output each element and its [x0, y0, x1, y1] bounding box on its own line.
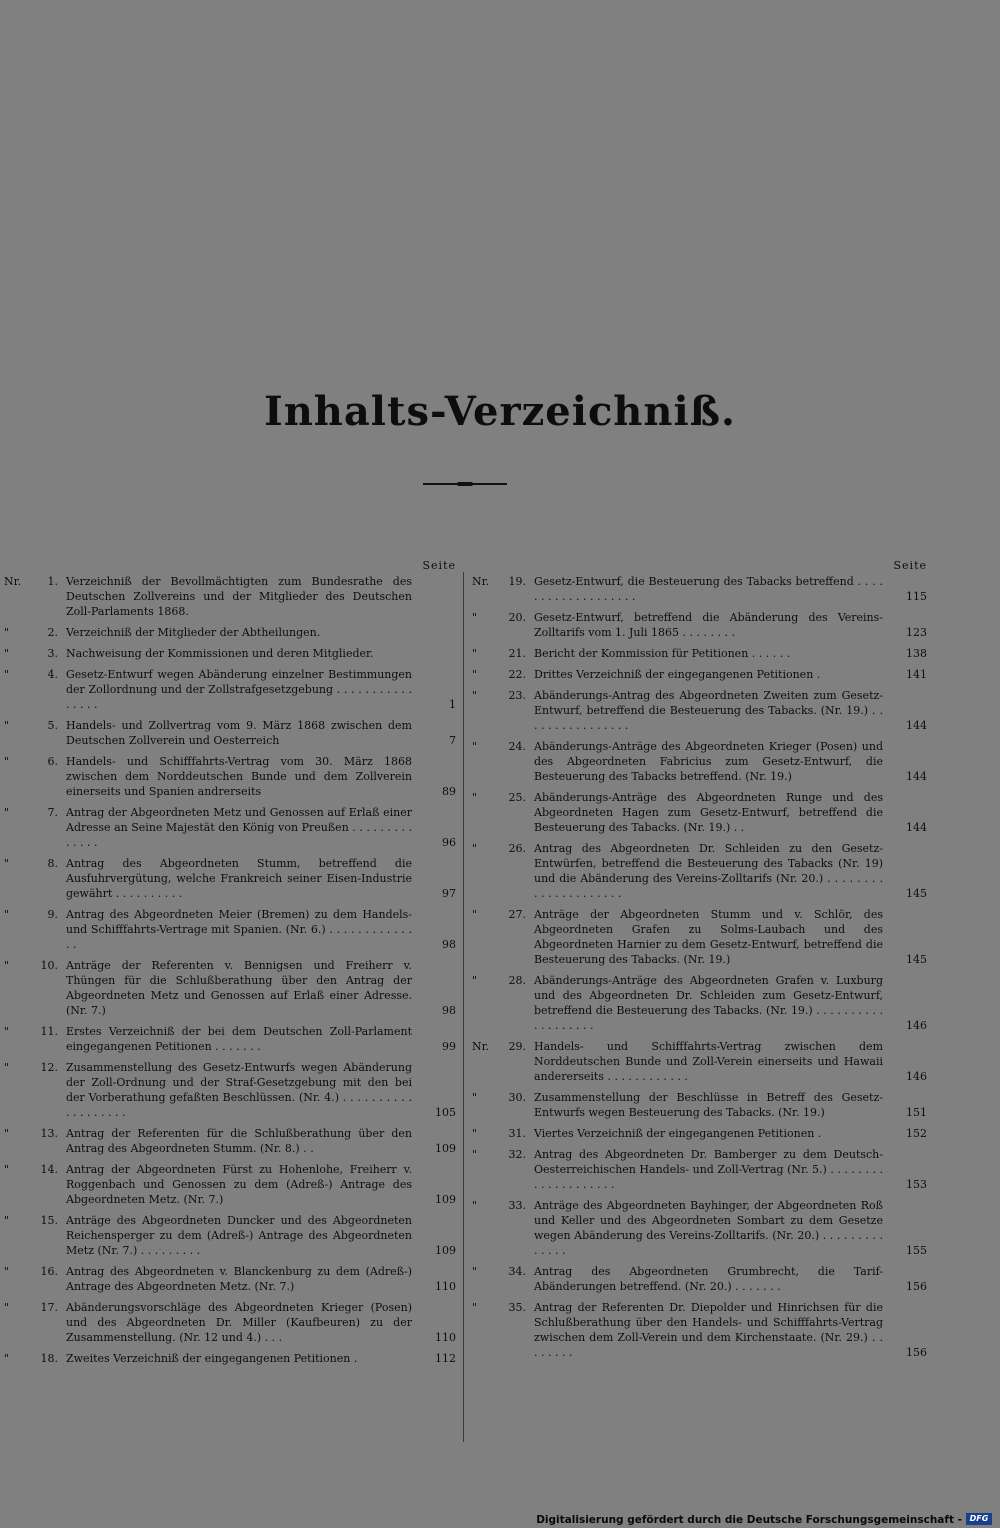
entry-page: 123: [906, 626, 927, 639]
entry-title: Anträge des Abgeordneten Bayhinger, der Abgeordneten Roß und Keller und des Abgeordneten Sombart zu dem Gesetze wegen Abänderung des Vereins-Zolltarifs. (Nr. 20.) . . . . . . . . . . . . . .: [534, 1199, 883, 1257]
entry-title: Antrag des Abgeordneten v. Blanckenburg zu dem (Adreß-) Antrage des Abgeordneten Metz. (Nr. 7.): [66, 1265, 412, 1293]
entry-page: 96: [442, 836, 456, 849]
entry-number: 27.: [508, 908, 526, 921]
toc-entry: [4, 1024, 456, 1054]
toc-entry: [472, 1300, 927, 1360]
entry-number: 14.: [40, 1163, 58, 1176]
entry-page: 89: [442, 785, 456, 798]
entry-prefix: ": [4, 1214, 10, 1227]
toc-entry: [4, 646, 456, 661]
toc-entry: [4, 1162, 456, 1207]
toc-entry: [472, 1198, 927, 1258]
page-column-header: Seite: [422, 559, 456, 572]
entry-number: 20.: [508, 611, 526, 624]
entry-prefix: ": [472, 791, 478, 804]
entry-page: 109: [435, 1244, 456, 1257]
entry-page: 115: [906, 590, 927, 603]
entry-page: 155: [906, 1244, 927, 1257]
entry-number: 13.: [40, 1127, 58, 1140]
entry-page: 145: [906, 953, 927, 966]
entry-number: 12.: [40, 1061, 58, 1074]
entry-prefix: ": [472, 974, 478, 987]
toc-left-column: [4, 558, 456, 1366]
toc-entry: [4, 1300, 456, 1345]
dfg-logo: DFG: [966, 1513, 992, 1525]
entry-title: Abänderungs-Antrag des Abgeordneten Zweiten zum Gesetz-Entwurf, betreffend die Besteuerung des Tabacks. (Nr. 19.) . . . . . . . . . . . . . . . .: [534, 689, 883, 732]
footer-credit: Digitalisierung gefördert durch die Deutsche Forschungsgemeinschaft -: [536, 1514, 962, 1526]
entry-title: Abänderungs-Anträge des Abgeordneten Runge und des Abgeordneten Hagen zum Gesetz-Entwurf, betreffend die Besteuerung des Tabacks. (Nr. 19.) . .: [534, 791, 883, 834]
entry-page: 99: [442, 1040, 456, 1053]
entry-number: 10.: [40, 959, 58, 972]
entry-number: 7.: [47, 806, 58, 819]
entry-title: Anträge der Referenten v. Bennigsen und Freiherr v. Thüngen für die Schlußberathung über den Antrag der Abgeordneten Metz und Genossen auf Erlaß einer Adresse. (Nr. 7.): [66, 959, 412, 1017]
entry-title: Antrag des Abgeordneten Meier (Bremen) zu dem Handels- und Schifffahrts-Vertrage mit Spanien. (Nr. 6.) . . . . . . . . . . . . . .: [66, 908, 412, 951]
entry-page: 109: [435, 1142, 456, 1155]
entry-title: Verzeichniß der Bevollmächtigten zum Bundesrathe des Deutschen Zollvereins und der Mitglieder des Deutschen Zoll-Parlaments 1868.: [66, 575, 412, 618]
entry-title: Viertes Verzeichniß der eingegangenen Petitionen .: [534, 1127, 822, 1140]
toc-entry: [4, 958, 456, 1018]
entry-number: 2.: [47, 626, 58, 639]
entry-prefix: ": [4, 1265, 10, 1278]
toc-entry: [472, 1147, 927, 1192]
toc-entry: [472, 907, 927, 967]
entry-page: 153: [906, 1178, 927, 1191]
entry-title: Zusammenstellung der Beschlüsse in Betreff des Gesetz-Entwurfs wegen Besteuerung des Tabacks. (Nr. 19.): [534, 1091, 883, 1119]
entry-title: Antrag des Abgeordneten Dr. Schleiden zu den Gesetz-Entwürfen, betreffend die Besteuerung des Tabacks (Nr. 19) und die Abänderung des Vereins-Zolltarifs (Nr. 20.) . . . . . . . . . . . . . . . . . . . . .: [534, 842, 883, 900]
entry-prefix: ": [4, 668, 10, 681]
entry-number: 25.: [508, 791, 526, 804]
toc-entry: [472, 841, 927, 901]
entry-page: 138: [906, 647, 927, 660]
entry-page: 152: [906, 1127, 927, 1140]
toc-entry: [4, 574, 456, 619]
entry-number: 31.: [508, 1127, 526, 1140]
toc-entry: [4, 1351, 456, 1366]
entry-title: Antrag des Abgeordneten Grumbrecht, die Tarif-Abänderungen betreffend. (Nr. 20.) . . . . . . .: [534, 1265, 883, 1293]
entry-prefix: Nr.: [472, 1040, 490, 1053]
toc-entry: [472, 574, 927, 604]
entry-page: 110: [435, 1331, 456, 1344]
entry-title: Gesetz-Entwurf, betreffend die Abänderung des Vereins-Zolltarifs vom 1. Juli 1865 . . . . . . . .: [534, 611, 883, 639]
toc-entry: [472, 1126, 927, 1141]
toc-entry: [4, 1264, 456, 1294]
entry-page: 109: [435, 1193, 456, 1206]
entry-number: 28.: [508, 974, 526, 987]
entry-page: 144: [906, 719, 927, 732]
entry-number: 35.: [508, 1301, 526, 1314]
toc-entry: [472, 667, 927, 682]
column-divider: [463, 572, 464, 1442]
entry-prefix: ": [472, 842, 478, 855]
toc-entry: [472, 790, 927, 835]
toc-entry: [4, 718, 456, 748]
entry-title: Anträge der Abgeordneten Stumm und v. Schlör, des Abgeordneten Grafen zu Solms-Laubach und des Abgeordneten Harnier zu dem Gesetz-Entwurf, betreffend die Besteuerung des Tabacks. (Nr. 19.): [534, 908, 883, 966]
entry-number: 5.: [47, 719, 58, 732]
entry-number: 8.: [47, 857, 58, 870]
entry-prefix: ": [4, 1163, 10, 1176]
toc-entry: [4, 1213, 456, 1258]
entry-prefix: ": [472, 1301, 478, 1314]
entry-title: Antrag der Abgeordneten Metz und Genossen auf Erlaß einer Adresse an Seine Majestät den König von Preußen . . . . . . . . . . . . . .: [66, 806, 412, 849]
entry-page: 144: [906, 770, 927, 783]
entry-number: 6.: [47, 755, 58, 768]
entry-prefix: ": [4, 908, 10, 921]
entry-number: 1.: [47, 575, 58, 588]
toc-entry: [4, 1060, 456, 1120]
entry-page: 98: [442, 938, 456, 951]
entry-prefix: ": [4, 1352, 10, 1365]
entry-prefix: ": [472, 611, 478, 624]
entry-title: Abänderungs-Anträge des Abgeordneten Krieger (Posen) und des Abgeordneten Fabricius zum Gesetz-Entwurf, die Besteuerung des Tabacks betreffend. (Nr. 19.): [534, 740, 883, 783]
entry-title: Nachweisung der Kommissionen und deren Mitglieder.: [66, 647, 374, 660]
entry-title: Handels- und Schifffahrts-Vertrag zwischen dem Norddeutschen Bunde und Zoll-Verein einerseits und Hawaii andererseits . . . . . . . . . . . .: [534, 1040, 883, 1083]
entry-prefix: ": [472, 1127, 478, 1140]
entry-page: 151: [906, 1106, 927, 1119]
entry-title: Abänderungsvorschläge des Abgeordneten Krieger (Posen) und des Abgeordneten Dr. Miller (Kaufbeuren) zu der Zusammenstellung. (Nr. 12 und 4.) . . .: [66, 1301, 412, 1344]
page-column-header: Seite: [893, 559, 927, 572]
toc-entry: [4, 1126, 456, 1156]
entry-title: Anträge des Abgeordneten Duncker und des Abgeordneten Reichensperger zu dem (Adreß-) Antrage des Abgeordneten Metz (Nr. 7.) . . . . . . . . .: [66, 1214, 412, 1257]
entry-title: Antrag des Abgeordneten Stumm, betreffend die Ausfuhrvergütung, welche Frankreich seiner Eisen-Industrie gewährt . . . . . . . . . .: [66, 857, 412, 900]
entry-prefix: ": [472, 647, 478, 660]
entry-number: 24.: [508, 740, 526, 753]
toc-entry: [4, 625, 456, 640]
toc-entry: [472, 1090, 927, 1120]
toc-entry: [4, 856, 456, 901]
entry-prefix: ": [472, 1265, 478, 1278]
entry-title: Bericht der Kommission für Petitionen . . . . . .: [534, 647, 791, 660]
entry-number: 9.: [47, 908, 58, 921]
toc-entry: [4, 754, 456, 799]
entry-number: 4.: [47, 668, 58, 681]
entry-number: 3.: [47, 647, 58, 660]
entry-title: Antrag der Referenten Dr. Diepolder und Hinrichsen für die Schlußberathung über den Handels- und Schifffahrts-Vertrag zwischen dem Zoll-Verein und dem Kirchenstaate. (Nr. 29.) . . . . . . . .: [534, 1301, 883, 1359]
toc-entry: [472, 973, 927, 1033]
entry-number: 11.: [40, 1025, 58, 1038]
entry-prefix: Nr.: [472, 575, 490, 588]
entry-number: 26.: [508, 842, 526, 855]
entry-prefix: ": [472, 1199, 478, 1212]
entry-title: Erstes Verzeichniß der bei dem Deutschen Zoll-Parlament eingegangenen Petitionen . . . . . . .: [66, 1025, 412, 1053]
entry-prefix: ": [472, 668, 478, 681]
entry-prefix: ": [4, 719, 10, 732]
entry-number: 22.: [508, 668, 526, 681]
entry-page: 7: [449, 734, 456, 747]
entry-prefix: ": [4, 1025, 10, 1038]
entry-page: 156: [906, 1346, 927, 1359]
entry-prefix: ": [4, 755, 10, 768]
entry-prefix: ": [4, 1127, 10, 1140]
toc-entry: [4, 907, 456, 952]
entry-title: Verzeichniß der Mitglieder der Abtheilungen.: [66, 626, 321, 639]
entry-number: 33.: [508, 1199, 526, 1212]
entry-prefix: ": [4, 806, 10, 819]
toc-entry: [4, 667, 456, 712]
entry-page: 144: [906, 821, 927, 834]
entry-title: Handels- und Zollvertrag vom 9. März 1868 zwischen dem Deutschen Zollverein und Oesterreich: [66, 719, 412, 747]
toc-right-column: [472, 558, 927, 1360]
entry-prefix: ": [472, 740, 478, 753]
entry-number: 34.: [508, 1265, 526, 1278]
entry-number: 17.: [40, 1301, 58, 1314]
entry-prefix: ": [4, 647, 10, 660]
entry-prefix: ": [4, 626, 10, 639]
entry-page: 141: [906, 668, 927, 681]
entry-title: Antrag der Referenten für die Schlußberathung über den Antrag des Abgeordneten Stumm. (Nr. 8.) . .: [66, 1127, 412, 1155]
toc-entry: [472, 1264, 927, 1294]
entry-prefix: ": [4, 1061, 10, 1074]
toc-entry: [472, 1039, 927, 1084]
toc-entry: [472, 646, 927, 661]
entry-title: Gesetz-Entwurf, die Besteuerung des Tabacks betreffend . . . . . . . . . . . . . . . . . . .: [534, 575, 883, 603]
entry-number: 30.: [508, 1091, 526, 1104]
entry-prefix: ": [4, 959, 10, 972]
entry-page: 105: [435, 1106, 456, 1119]
entry-page: 156: [906, 1280, 927, 1293]
entry-page: 146: [906, 1070, 927, 1083]
entry-prefix: ": [4, 1301, 10, 1314]
entry-prefix: Nr.: [4, 575, 22, 588]
entry-prefix: ": [472, 689, 478, 702]
entry-page: 98: [442, 1004, 456, 1017]
entry-number: 16.: [40, 1265, 58, 1278]
toc-entry: [472, 688, 927, 733]
entry-title: Abänderungs-Anträge des Abgeordneten Grafen v. Luxburg und des Abgeordneten Dr. Schleiden zum Gesetz-Entwurf, betreffend die Besteuerung des Tabacks. (Nr. 19.) . . . . . . . . . . . . . . . . . . .: [534, 974, 883, 1032]
entry-title: Gesetz-Entwurf wegen Abänderung einzelner Bestimmungen der Zollordnung und der Zollstrafgesetzgebung . . . . . . . . . . . . . . . .: [66, 668, 412, 711]
entry-number: 21.: [508, 647, 526, 660]
entry-title: Drittes Verzeichniß der eingegangenen Petitionen .: [534, 668, 821, 681]
entry-page: 97: [442, 887, 456, 900]
entry-page: 110: [435, 1280, 456, 1293]
title-divider: [423, 483, 507, 485]
entry-title: Antrag des Abgeordneten Dr. Bamberger zu dem Deutsch-Oesterreichischen Handels- und Zoll-Vertrag (Nr. 5.) . . . . . . . . . . . . . . . . . . . .: [534, 1148, 883, 1191]
entry-prefix: ": [4, 857, 10, 870]
entry-page: 146: [906, 1019, 927, 1032]
entry-prefix: ": [472, 908, 478, 921]
toc-entry: [472, 739, 927, 784]
entry-page: 145: [906, 887, 927, 900]
toc-entry: [472, 610, 927, 640]
entry-number: 32.: [508, 1148, 526, 1161]
entry-number: 15.: [40, 1214, 58, 1227]
entry-title: Zweites Verzeichniß der eingegangenen Petitionen .: [66, 1352, 358, 1365]
entry-page: 112: [435, 1352, 456, 1365]
entry-title: Handels- und Schifffahrts-Vertrag vom 30. März 1868 zwischen dem Norddeutschen Bunde und dem Zollverein einerseits und Spanien andrerseits: [66, 755, 412, 798]
entry-number: 29.: [508, 1040, 526, 1053]
toc-entry: [4, 805, 456, 850]
entry-title: Zusammenstellung des Gesetz-Entwurfs wegen Abänderung der Zoll-Ordnung und der Straf-Gesetzgebung mit den bei der Vorberathung gefaßten Beschlüssen. (Nr. 4.) . . . . . . . . . . . . . . . . . . .: [66, 1061, 412, 1119]
entry-page: 1: [449, 698, 456, 711]
entry-number: 23.: [508, 689, 526, 702]
entry-prefix: ": [472, 1148, 478, 1161]
entry-prefix: ": [472, 1091, 478, 1104]
entry-title: Antrag der Abgeordneten Fürst zu Hohenlohe, Freiherr v. Roggenbach und Genossen zu dem (Adreß-) Antrage des Abgeordneten Metz. (Nr. 7.): [66, 1163, 412, 1206]
entry-number: 19.: [508, 575, 526, 588]
page-title: Inhalts-Verzeichniß.: [264, 388, 736, 435]
entry-number: 18.: [40, 1352, 58, 1365]
